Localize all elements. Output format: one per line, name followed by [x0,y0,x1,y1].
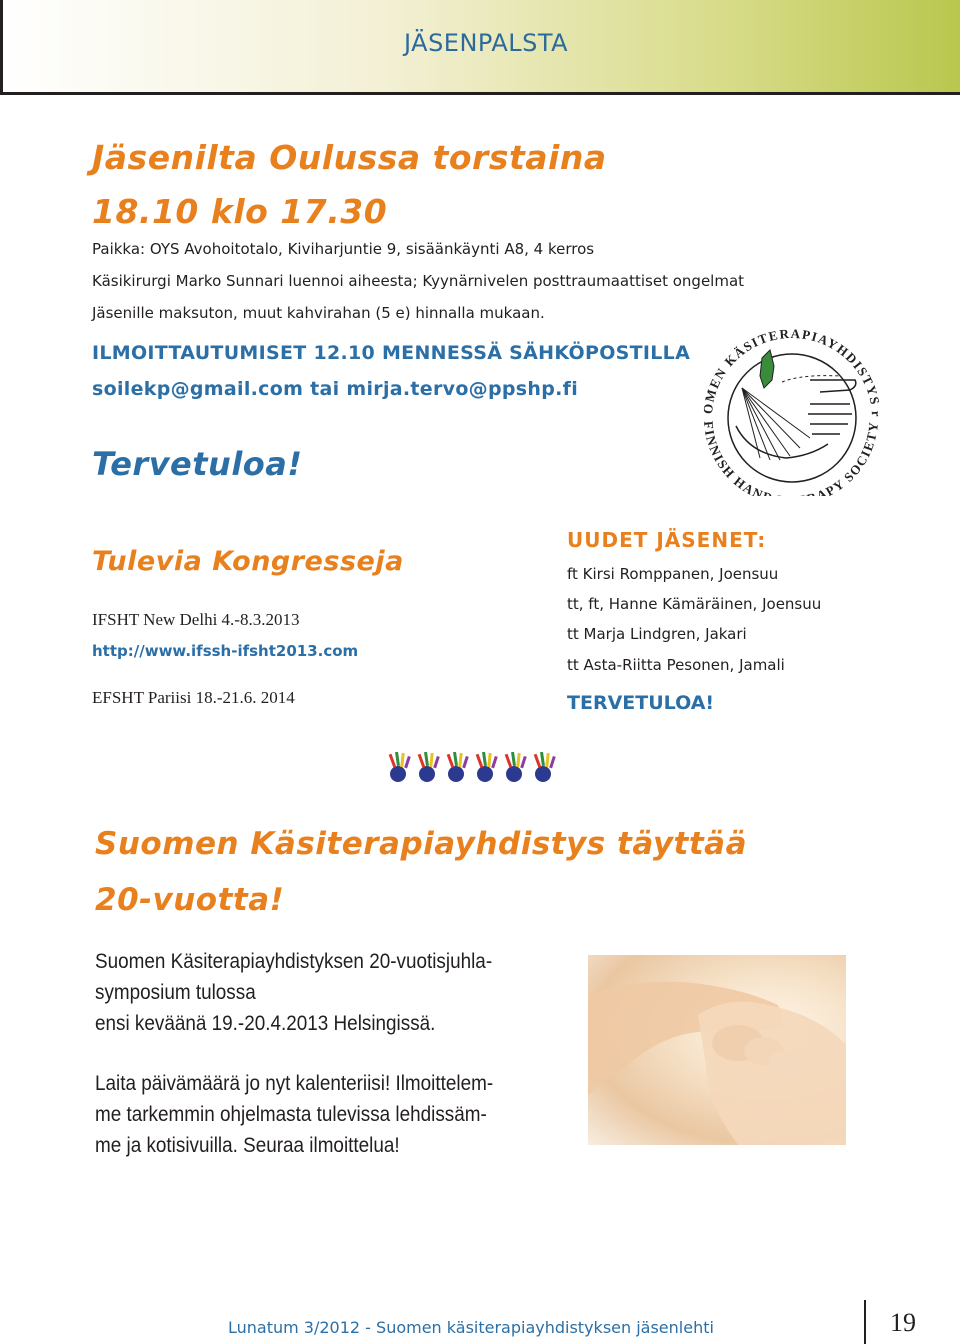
anniversary-title-line2: 20-vuotta! [95,882,285,918]
logo-emblem [690,318,890,496]
anniversary-para2-line1: Laita päivämäärä jo nyt kalenteriisi! Ilmoittelem- [95,1072,494,1095]
congresses-title: Tulevia Kongresseja [92,546,404,577]
anniversary-para1-line2: symposium tulossa [95,981,256,1004]
colorful-hands-icon [386,752,562,786]
footer-publication: Lunatum 3/2012 - Suomen käsiterapiayhdistyksen jäsenlehti [228,1318,714,1337]
logo-ring-top: OMEN KÄSITERAPIAYHDISTYS r [699,325,885,418]
hands-decoration [386,752,562,786]
welcome-heading: Tervetuloa! [92,445,303,483]
member-item: tt Marja Lindgren, Jakari [567,625,747,643]
meeting-title-line1: Jäsenilta Oulussa torstaina [92,138,607,177]
footer-divider [864,1300,866,1344]
svg-text:SUOMEN KÄSITERAPIAYHDISTYS r.y [690,318,884,417]
meeting-topic: Käsikirurgi Marko Sunnari luennoi aiheesta; Kyynärnivelen posttraumaattiset ongelmat [92,272,745,290]
meeting-fee: Jäsenille maksuton, muut kahvirahan (5 e) hinnalla mukaan. [92,304,545,322]
member-item: tt Asta-Riitta Pesonen, Jamali [567,656,785,674]
baby-hand-photo [588,955,846,1145]
member-item: ft Kirsi Romppanen, Joensuu [567,565,779,583]
section-title: JÄSENPALSTA [404,29,569,57]
header-rule [0,0,3,92]
hands-illustration [588,955,846,1145]
meeting-location: Paikka: OYS Avohoitotalo, Kiviharjuntie 9, sisäänkäynti A8, 4 kerros [92,240,595,258]
anniversary-para2-line3: me ja kotisivuilla. Seuraa ilmoittelua! [95,1134,400,1157]
logo-ring-bottom: FINNISH HAN APY SOCIETY [700,420,882,496]
anniversary-para1-line1: Suomen Käsiterapiayhdistyksen 20-vuotisjuhla- [95,950,493,973]
signup-notice: ILMOITTAUTUMISET 12.10 MENNESSÄ SÄHKÖPOSTILLA [92,342,691,364]
page-header [0,0,960,95]
anniversary-para2-line2: me tarkemmin ohjelmasta tulevissa lehdissäm- [95,1103,487,1126]
new-members-title: UUDET JÄSENET: [567,528,767,552]
congress-link-1[interactable]: http://www.ifssh-ifsht2013.com [92,642,359,660]
email-separator: tai [310,378,340,400]
page-number: 19 [890,1308,916,1337]
new-members-welcome: TERVETULOA! [567,692,715,714]
congress-item-1: IFSHT New Delhi 4.-8.3.2013 [92,610,300,629]
member-item: tt, ft, Hanne Kämäräinen, Joensuu [567,595,822,613]
email-link-1[interactable]: soilekp@gmail.com [92,378,304,400]
society-logo [690,318,890,496]
meeting-title-line2: 18.10 klo 17.30 [92,192,388,231]
anniversary-title-line1: Suomen Käsiterapiayhdistys täyttää [95,826,748,862]
email-link-2[interactable]: mirja.tervo@ppshp.fi [346,378,579,400]
signup-emails [92,378,578,400]
congress-item-2: EFSHT Pariisi 18.-21.6. 2014 [92,688,295,707]
anniversary-para1-line3: ensi keväänä 19.-20.4.2013 Helsingissä. [95,1012,436,1035]
